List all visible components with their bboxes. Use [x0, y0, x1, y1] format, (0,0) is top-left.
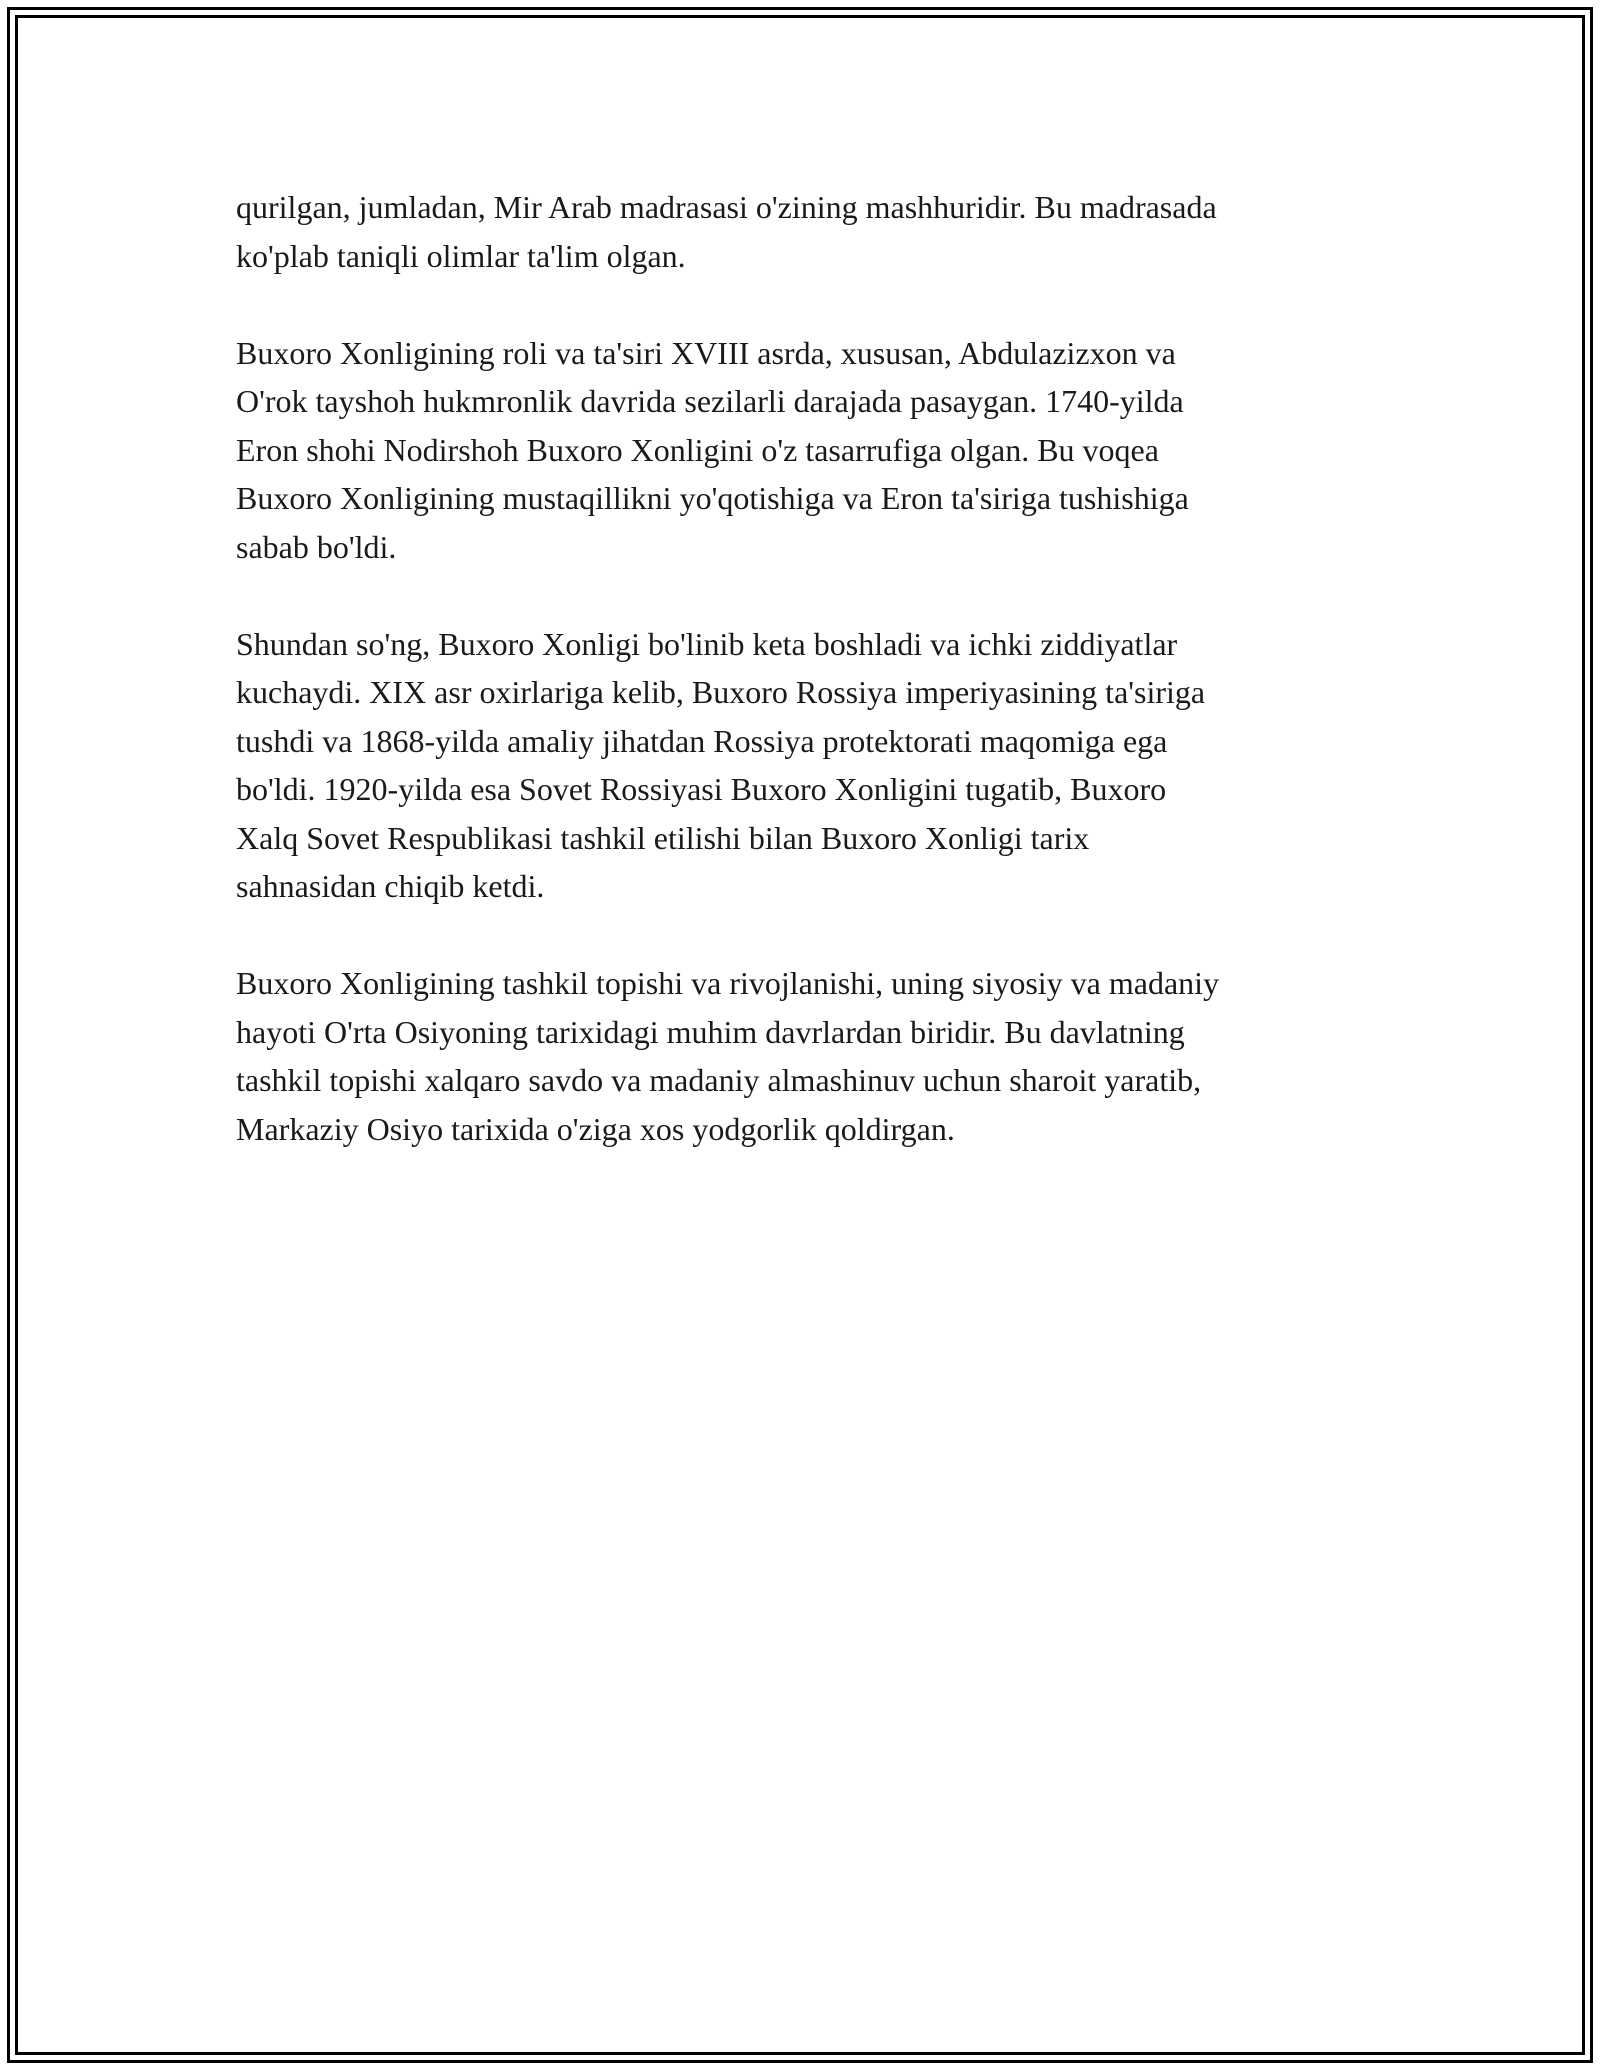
paragraph-3: Shundan so'ng, Buxoro Xonligi bo'linib keta boshladi va ichki ziddiyatlar kuchaydi. XIX asr oxirlariga kelib, Buxoro Rossiya imperiyasining ta'siriga tushdi va 1868-yilda amaliy jihatdan Rossiya protektorati maqomiga ega bo'ldi. 1920-yilda esa Sovet Rossiyasi Buxoro Xonligini tugatib, Buxoro Xalq Sovet Respublikasi tashkil etilishi bilan Buxoro Xonligi tarix sahnasidan chiqib ketdi. — [236, 625, 1206, 904]
paragraph-4: Buxoro Xonligining tashkil topishi va rivojlanishi, uning siyosiy va madaniy hayoti O'rta Osiyoning tarixidagi muhim davrlardan biridir. Bu davlatning tashkil topishi xalqaro savdo va madaniy almashinuv uchun sharoit yaratib, Markaziy Osiyo tarixida o'ziga xos yodgorlik qoldirgan. — [236, 965, 1220, 1147]
document-body — [236, 183, 1386, 1202]
paragraph-1: qurilgan, jumladan, Mir Arab madrasasi o'zining mashhuridir. Bu madrasada ko'plab taniqli olimlar ta'lim olgan. — [236, 189, 1217, 274]
paragraph-2: Buxoro Xonligining roli va ta'siri XVIII asrda, xususan, Abdulazizxon va O'rok tayshoh hukmronlik davrida sezilarli darajada pasaygan. 1740-yilda Eron shohi Nodirshoh Buxoro Xonligini o'z tasarrufiga olgan. Bu voqea Buxoro Xonligining mustaqillikni yo'qotishiga va Eron ta'siriga tushishiga sabab bo'ldi. — [236, 334, 1189, 565]
